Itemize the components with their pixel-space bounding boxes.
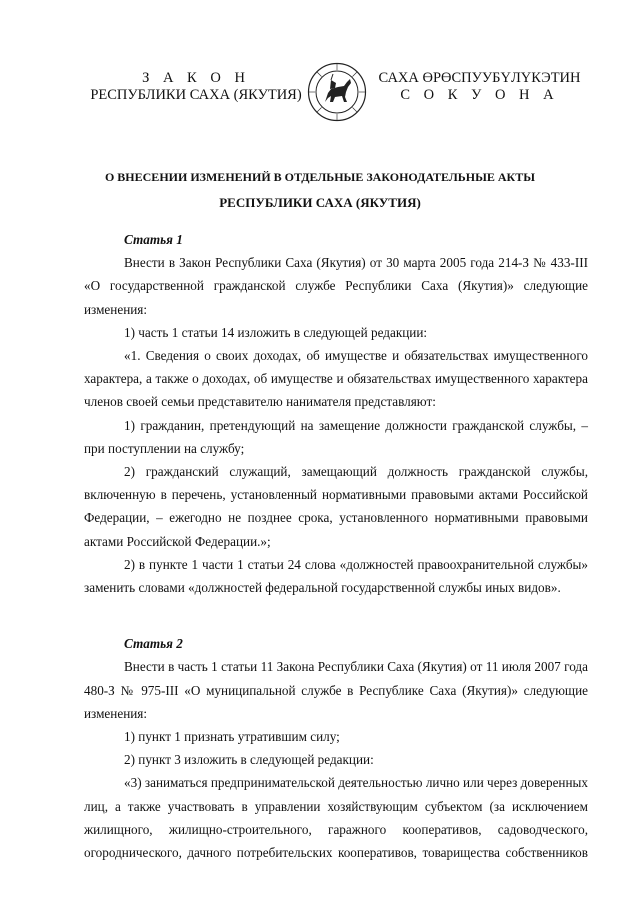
article-2-heading: Статья 2 [124, 636, 183, 652]
law-title [0, 164, 640, 216]
article-2-paragraph: 1) пункт 1 признать утратившим силу; [124, 729, 340, 745]
law-title-line1: О ВНЕСЕНИИ ИЗМЕНЕНИЙ В ОТДЕЛЬНЫЕ ЗАКОНОДАТЕЛЬНЫЕ АКТЫ [104, 170, 536, 184]
header-right [372, 70, 587, 104]
document-body [84, 228, 588, 864]
article-1-paragraph: «1. Сведения о своих доходах, об имуществе и обязательствах имущественного характера, а также о доходах, об имуществе и обязательствах имущественного характера членов своей семьи представителю нанимателя представляют: [84, 348, 588, 410]
article-1-paragraph: 1) часть 1 статьи 14 изложить в следующей редакции: [124, 324, 428, 340]
article-2-paragraph: «3) заниматься предпринимательской деятельностью лично или через доверенных лиц, а также участвовать в управлении хозяйствующим субъектом (за исключением жилищного, жилищно-строительного, гаражного кооперативов, садоводческого, огороднического, дачного потребительских кооперативов, товарищества собственников [84, 775, 588, 861]
article-2-paragraph: Внести в часть 1 статьи 11 Закона Республики Саха (Якутия) от 11 июля 2007 года 480-З № 975-III «О муниципальной службе в Республике Саха (Якутия)» следующие изменения: [84, 659, 588, 721]
article-1-paragraph: 2) гражданский служащий, замещающий должность гражданской службы, включенную в перечень, установленный нормативными правовыми актами Российской Федерации, – ежегодно не позднее срока, установленного нормативными правовыми актами Российской Федерации.»; [84, 464, 588, 549]
header-right-line1: САХА ӨРӨСПУУБҮЛҮКЭТИН [378, 70, 581, 86]
law-title-line2: РЕСПУБЛИКИ САХА (ЯКУТИЯ) [219, 195, 421, 210]
article-1-heading: Статья 1 [124, 232, 183, 247]
header-left-line2: РЕСПУБЛИКИ САХА (ЯКУТИЯ) [90, 87, 302, 103]
header-right-line2: С О К У О Н А [400, 87, 559, 103]
article-1-paragraph: 2) в пункте 1 части 1 статьи 24 слова «должностей правоохранительной службы» заменить словами «должностей федеральной государственной службы иных видов». [84, 556, 588, 596]
header-left [86, 70, 306, 104]
article-1-paragraph: 1) гражданин, претендующий на замещение должности гражданской службы, – при поступлении на службу; [84, 417, 588, 456]
coat-of-arms-yakutia-icon [307, 62, 367, 122]
article-2-paragraph: 2) пункт 3 изложить в следующей редакции: [124, 752, 374, 768]
document-header [0, 62, 640, 132]
article-1-paragraph: Внести в Закон Республики Саха (Якутия) от 30 марта 2005 года 214-З № 433-III «О государственной гражданской службе Республики Саха (Якутия)» следующие изменения: [84, 255, 588, 317]
header-left-line1: З А К О Н [142, 70, 250, 86]
